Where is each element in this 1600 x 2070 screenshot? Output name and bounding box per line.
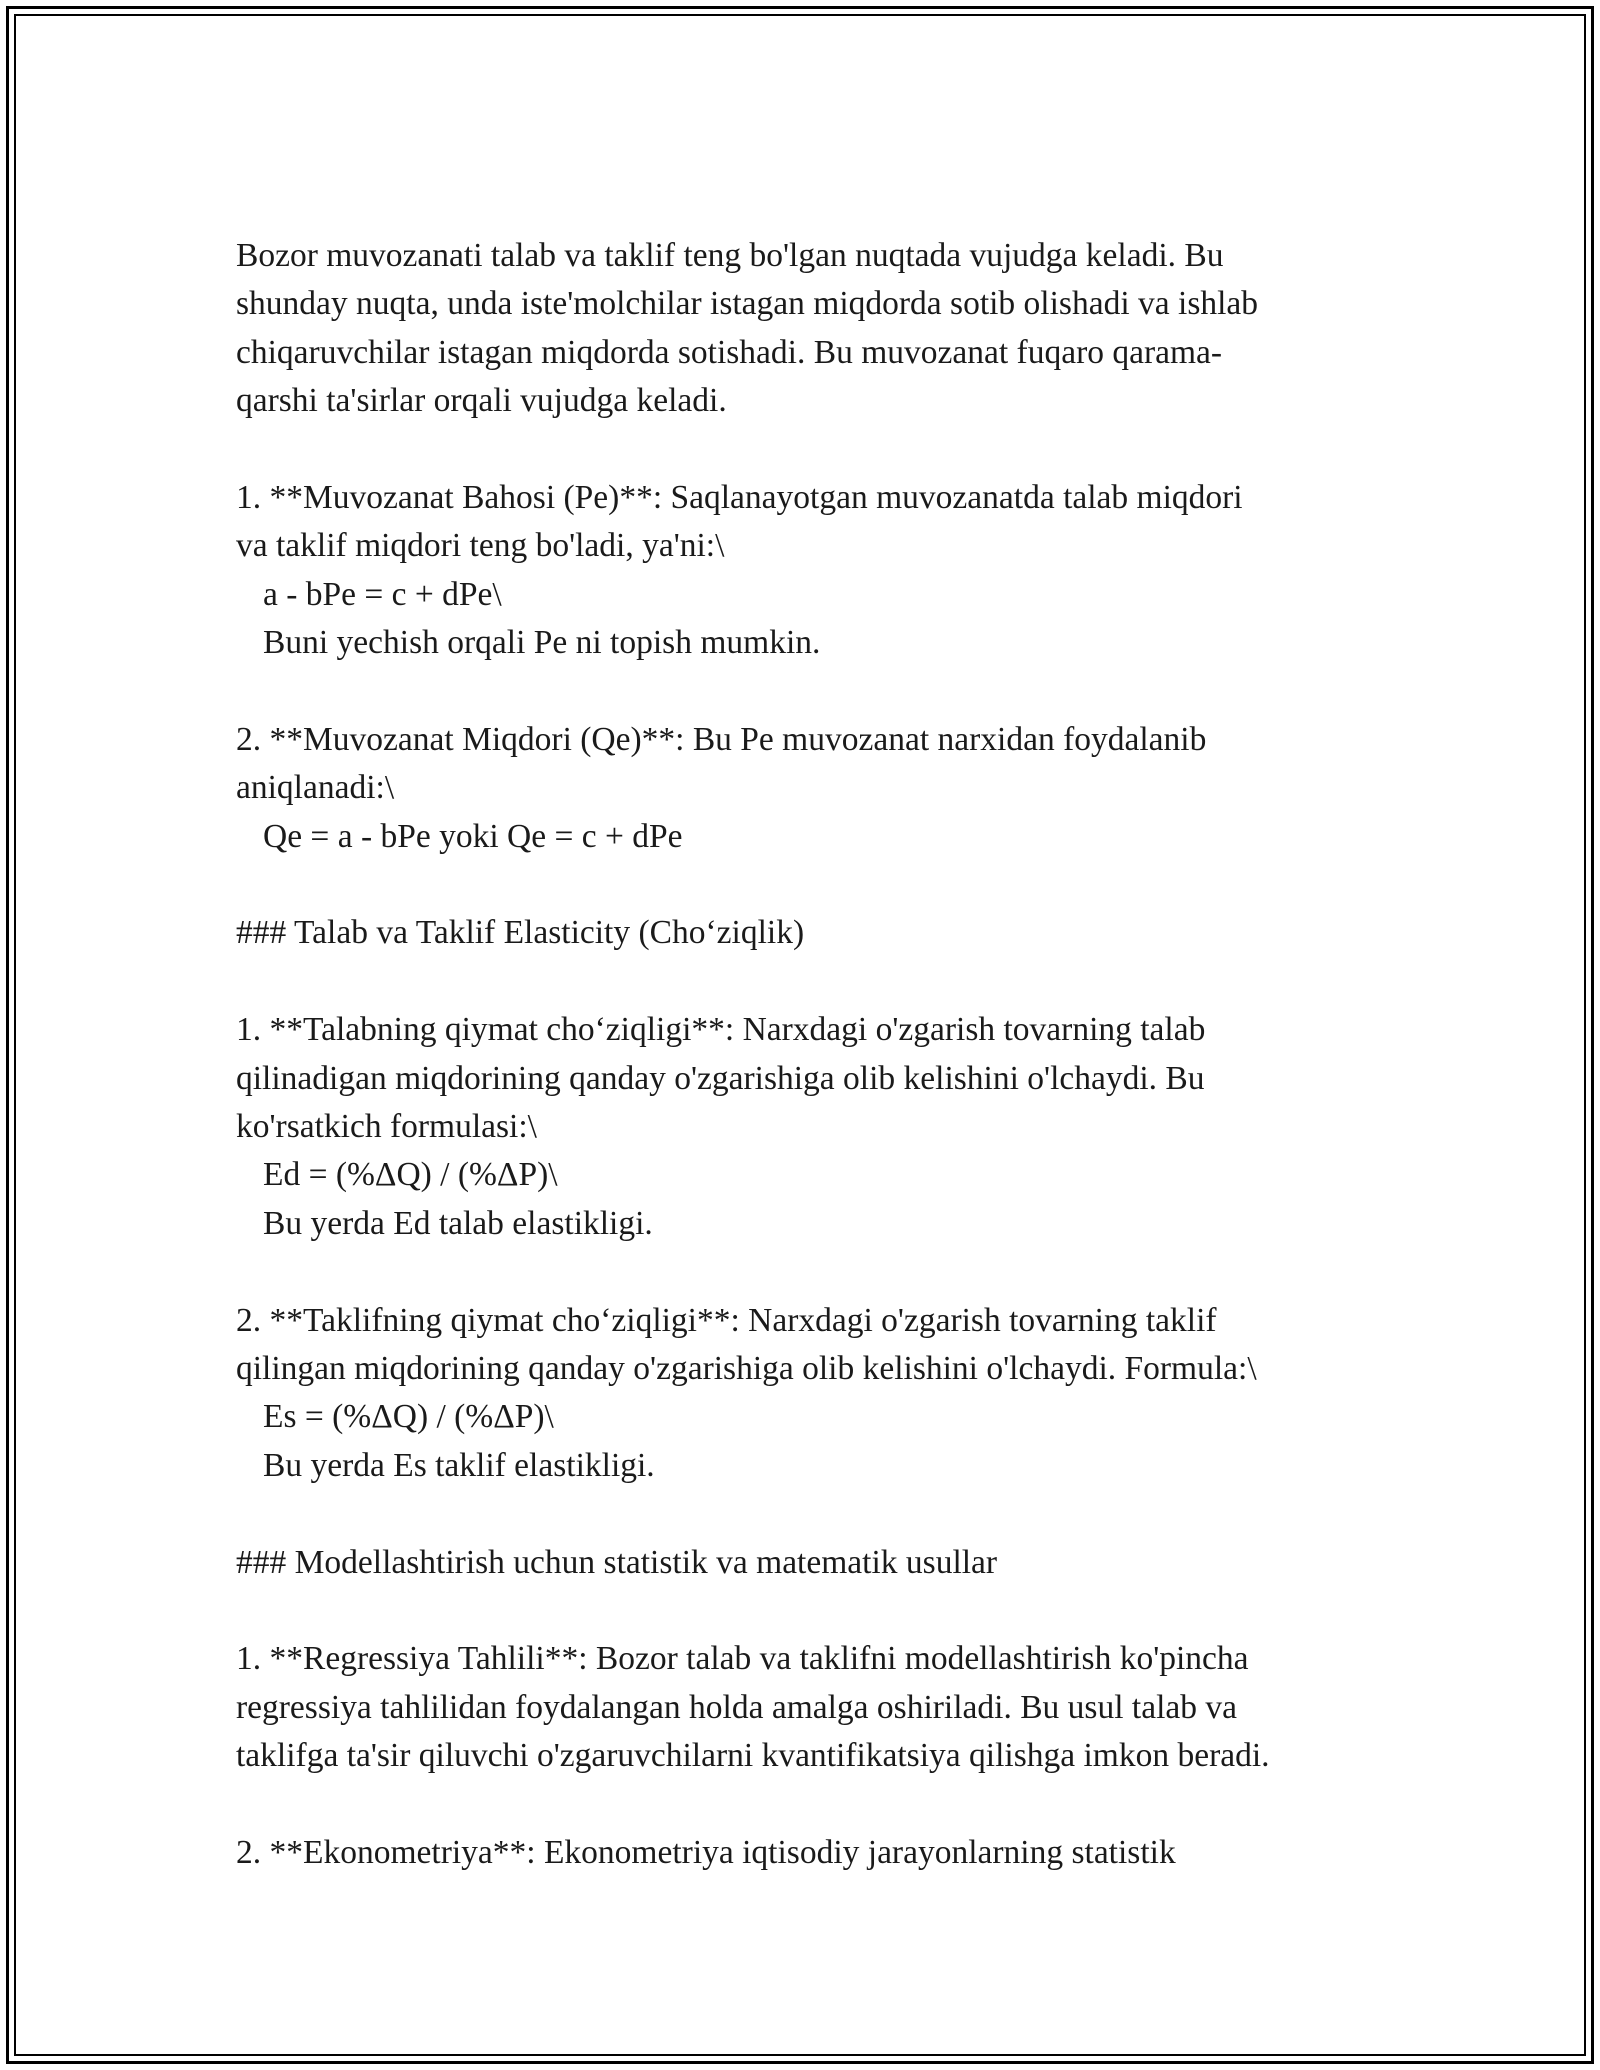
- text-line: chiqaruvchilar istagan miqdorda sotishadi. Bu muvozanat fuqaro qarama-: [236, 333, 1223, 371]
- paragraph-gap: [236, 958, 1396, 1006]
- text-line: qilinadigan miqdorining qanday o'zgarishiga olib kelishini o'lchaydi. Bu: [236, 1059, 1205, 1097]
- formula-line: Es = (%ΔQ) / (%ΔP)\: [263, 1398, 554, 1436]
- paragraph-gap: [236, 1248, 1396, 1296]
- document-body: [236, 232, 1396, 1877]
- text-line: 2. **Ekonometriya**: Ekonometriya iqtisodiy jarayonlarning statistik: [236, 1833, 1176, 1871]
- text-line: 1. **Regressiya Tahlili**: Bozor talab va taklifni modellashtirish ko'pincha: [236, 1640, 1249, 1678]
- list-item-demand-elasticity: [236, 1006, 1396, 1248]
- text-line: taklifga ta'sir qiluvchi o'zgaruvchilarni kvantifikatsiya qilishga imkon beradi.: [236, 1737, 1270, 1775]
- text-line: 2. **Muvozanat Miqdori (Qe)**: Bu Pe muvozanat narxidan foydalanib: [236, 720, 1207, 758]
- text-line: ko'rsatkich formulasi:\: [236, 1108, 537, 1146]
- section-heading-elasticity: ### Talab va Taklif Elasticity (Cho‘ziqlik): [236, 914, 805, 952]
- text-line: 2. **Taklifning qiymat cho‘ziqligi**: Narxdagi o'zgarish tovarning taklif: [236, 1301, 1217, 1339]
- list-item-econometrics: [236, 1829, 1396, 1877]
- text-line: 1. **Muvozanat Bahosi (Pe)**: Saqlanayotgan muvozanatda talab miqdori: [236, 478, 1243, 516]
- note-line: Bu yerda Es taklif elastikligi.: [263, 1446, 655, 1484]
- paragraph-gap: [236, 1490, 1396, 1538]
- text-line: Bozor muvozanati talab va taklif teng bo'lgan nuqtada vujudga keladi. Bu: [236, 237, 1224, 274]
- text-line: aniqlanadi:\: [236, 769, 395, 807]
- formula-line: Ed = (%ΔQ) / (%ΔP)\: [263, 1156, 558, 1194]
- text-line: va taklif miqdori teng bo'ladi, ya'ni:\: [236, 527, 725, 565]
- list-item-equilibrium-quantity: [236, 716, 1396, 861]
- text-line: qilingan miqdorining qanday o'zgarishiga olib kelishini o'lchaydi. Formula:\: [236, 1349, 1257, 1387]
- paragraph-gap: [236, 1781, 1396, 1829]
- list-item-equilibrium-price: [236, 474, 1396, 668]
- paragraph-gap: [236, 668, 1396, 716]
- formula-line: Qe = a - bPe yoki Qe = c + dPe: [263, 817, 683, 855]
- list-item-regression: [236, 1635, 1396, 1780]
- paragraph-gap: [236, 861, 1396, 909]
- text-line: 1. **Talabning qiymat cho‘ziqligi**: Narxdagi o'zgarish tovarning talab: [236, 1011, 1206, 1049]
- list-item-supply-elasticity: [236, 1297, 1396, 1491]
- intro-paragraph: [236, 232, 1396, 426]
- paragraph-gap: [236, 1587, 1396, 1635]
- paragraph-gap: [236, 426, 1396, 474]
- text-line: regressiya tahlilidan foydalangan holda amalga oshiriladi. Bu usul talab va: [236, 1688, 1237, 1726]
- note-line: Bu yerda Ed talab elastikligi.: [263, 1204, 653, 1242]
- formula-line: a - bPe = c + dPe\: [263, 575, 502, 613]
- section-heading-methods: ### Modellashtirish uchun statistik va matematik usullar: [236, 1543, 998, 1581]
- note-line: Buni yechish orqali Pe ni topish mumkin.: [263, 624, 821, 662]
- text-line: qarshi ta'sirlar orqali vujudga keladi.: [236, 382, 727, 420]
- text-line: shunday nuqta, unda iste'molchilar istagan miqdorda sotib olishadi va ishlab: [236, 285, 1259, 323]
